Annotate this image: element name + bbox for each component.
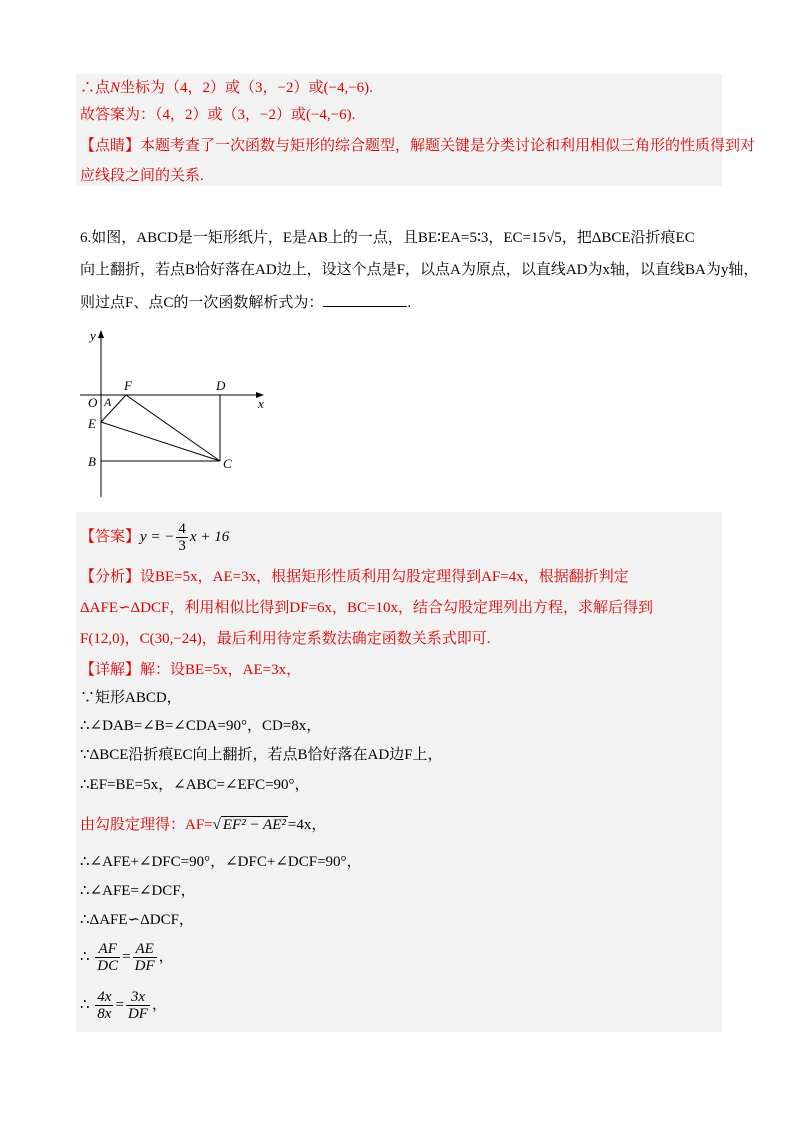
- ratio-ae-df: $\frac{AE}{DF}$: [134, 941, 155, 975]
- top-line-3: 【点睛】本题考查了一次函数与矩形的综合题型，解题关键是分类讨论和利用相似三角形的性质得到对: [80, 138, 756, 154]
- detail-line-3: ∴∠DAB=∠B=∠CDA=90°，CD=8x，: [80, 718, 322, 734]
- detail-line-8: ∴∠AFE=∠DCF，: [80, 883, 196, 899]
- label-a: A: [104, 395, 112, 409]
- label-c: C: [223, 456, 232, 471]
- label-x: x: [258, 396, 264, 411]
- ratio-4x-8x: $\frac{4x}{8x}$: [97, 989, 112, 1023]
- ratio-3x-df: $\frac{3x}{DF}$: [127, 989, 148, 1023]
- label-e: E: [88, 416, 96, 431]
- detail-line-2: ∵矩形ABCD，: [80, 690, 182, 706]
- label-y: y: [90, 328, 96, 343]
- top-line-4: 应线段之间的关系.: [80, 168, 204, 184]
- problem-line-1: 6.如图，ABCD是一矩形纸片，E是AB上的一点，且BE∶EA=5∶3，EC=15√5，把ΔBCE沿折痕EC: [80, 230, 695, 246]
- ratio-af-dc: $\frac{AF}{DC}$: [97, 941, 119, 975]
- analysis-line-2: ΔAFE∽ΔDCF，利用相似比得到DF=6x，BC=10x，结合勾股定理列出方程，求解后得到: [80, 600, 653, 616]
- geometry-figure: [80, 322, 280, 502]
- detail-line-5: ∴EF=BE=5x，∠ABC=∠EFC=90°，: [80, 777, 310, 793]
- analysis-line-3: F(12,0)，C(30,−24)，最后利用待定系数法确定函数关系式即可.: [80, 631, 491, 647]
- label-d: D: [216, 378, 226, 393]
- detail-line-10: ∴ $\frac{AF}{DC}$ = $\frac{AE}{DF}$ ，: [80, 941, 174, 975]
- problem-line-3: 则过点F、点C的一次函数解析式为： .: [80, 292, 411, 313]
- top-line-1: ∴点N坐标为（4，2）或（3，−2）或(−4,−6).: [80, 80, 373, 96]
- top-line-2: 故答案为：（4，2）或（3，−2）或(−4,−6).: [80, 107, 356, 123]
- detail-line-7: ∴∠AFE+∠DFC=90°，∠DFC+∠DCF=90°，: [80, 854, 362, 870]
- problem-line-2: 向上翻折，若点B恰好落在AD边上，设这个点是F，以点A为原点，以直线AD为x轴，以直线BA为y轴，: [80, 262, 759, 278]
- segment-ec: [101, 422, 220, 461]
- detail-line-9: ∴ΔAFE∽ΔDCF，: [80, 912, 194, 928]
- y-axis-arrow: [98, 330, 104, 338]
- detail-line-4: ∵ΔBCE沿折痕EC向上翻折，若点B恰好落在AD边F上，: [80, 747, 443, 763]
- segment-fc: [126, 395, 220, 461]
- answer-line: 【答案】y = − $\frac{4}{3}$ x + 16: [80, 521, 230, 555]
- label-f: F: [124, 378, 132, 393]
- detail-line-1: 【详解】解：设BE=5x，AE=3x，: [80, 662, 302, 678]
- analysis-line-1: 【分析】设BE=5x，AE=3x，根据矩形性质利用勾股定理得到AF=4x，根据翻折判定: [80, 569, 629, 585]
- label-o: O: [88, 395, 98, 410]
- answer-blank: [323, 292, 407, 307]
- detail-line-6: 由勾股定理得：AF=√ EF² − AE² =4x，: [80, 817, 327, 833]
- detail-line-11: ∴ $\frac{4x}{8x}$ = $\frac{3x}{DF}$ ，: [80, 989, 167, 1023]
- answer-fraction: $\frac{4}{3}$: [178, 521, 186, 555]
- label-b: B: [88, 454, 96, 469]
